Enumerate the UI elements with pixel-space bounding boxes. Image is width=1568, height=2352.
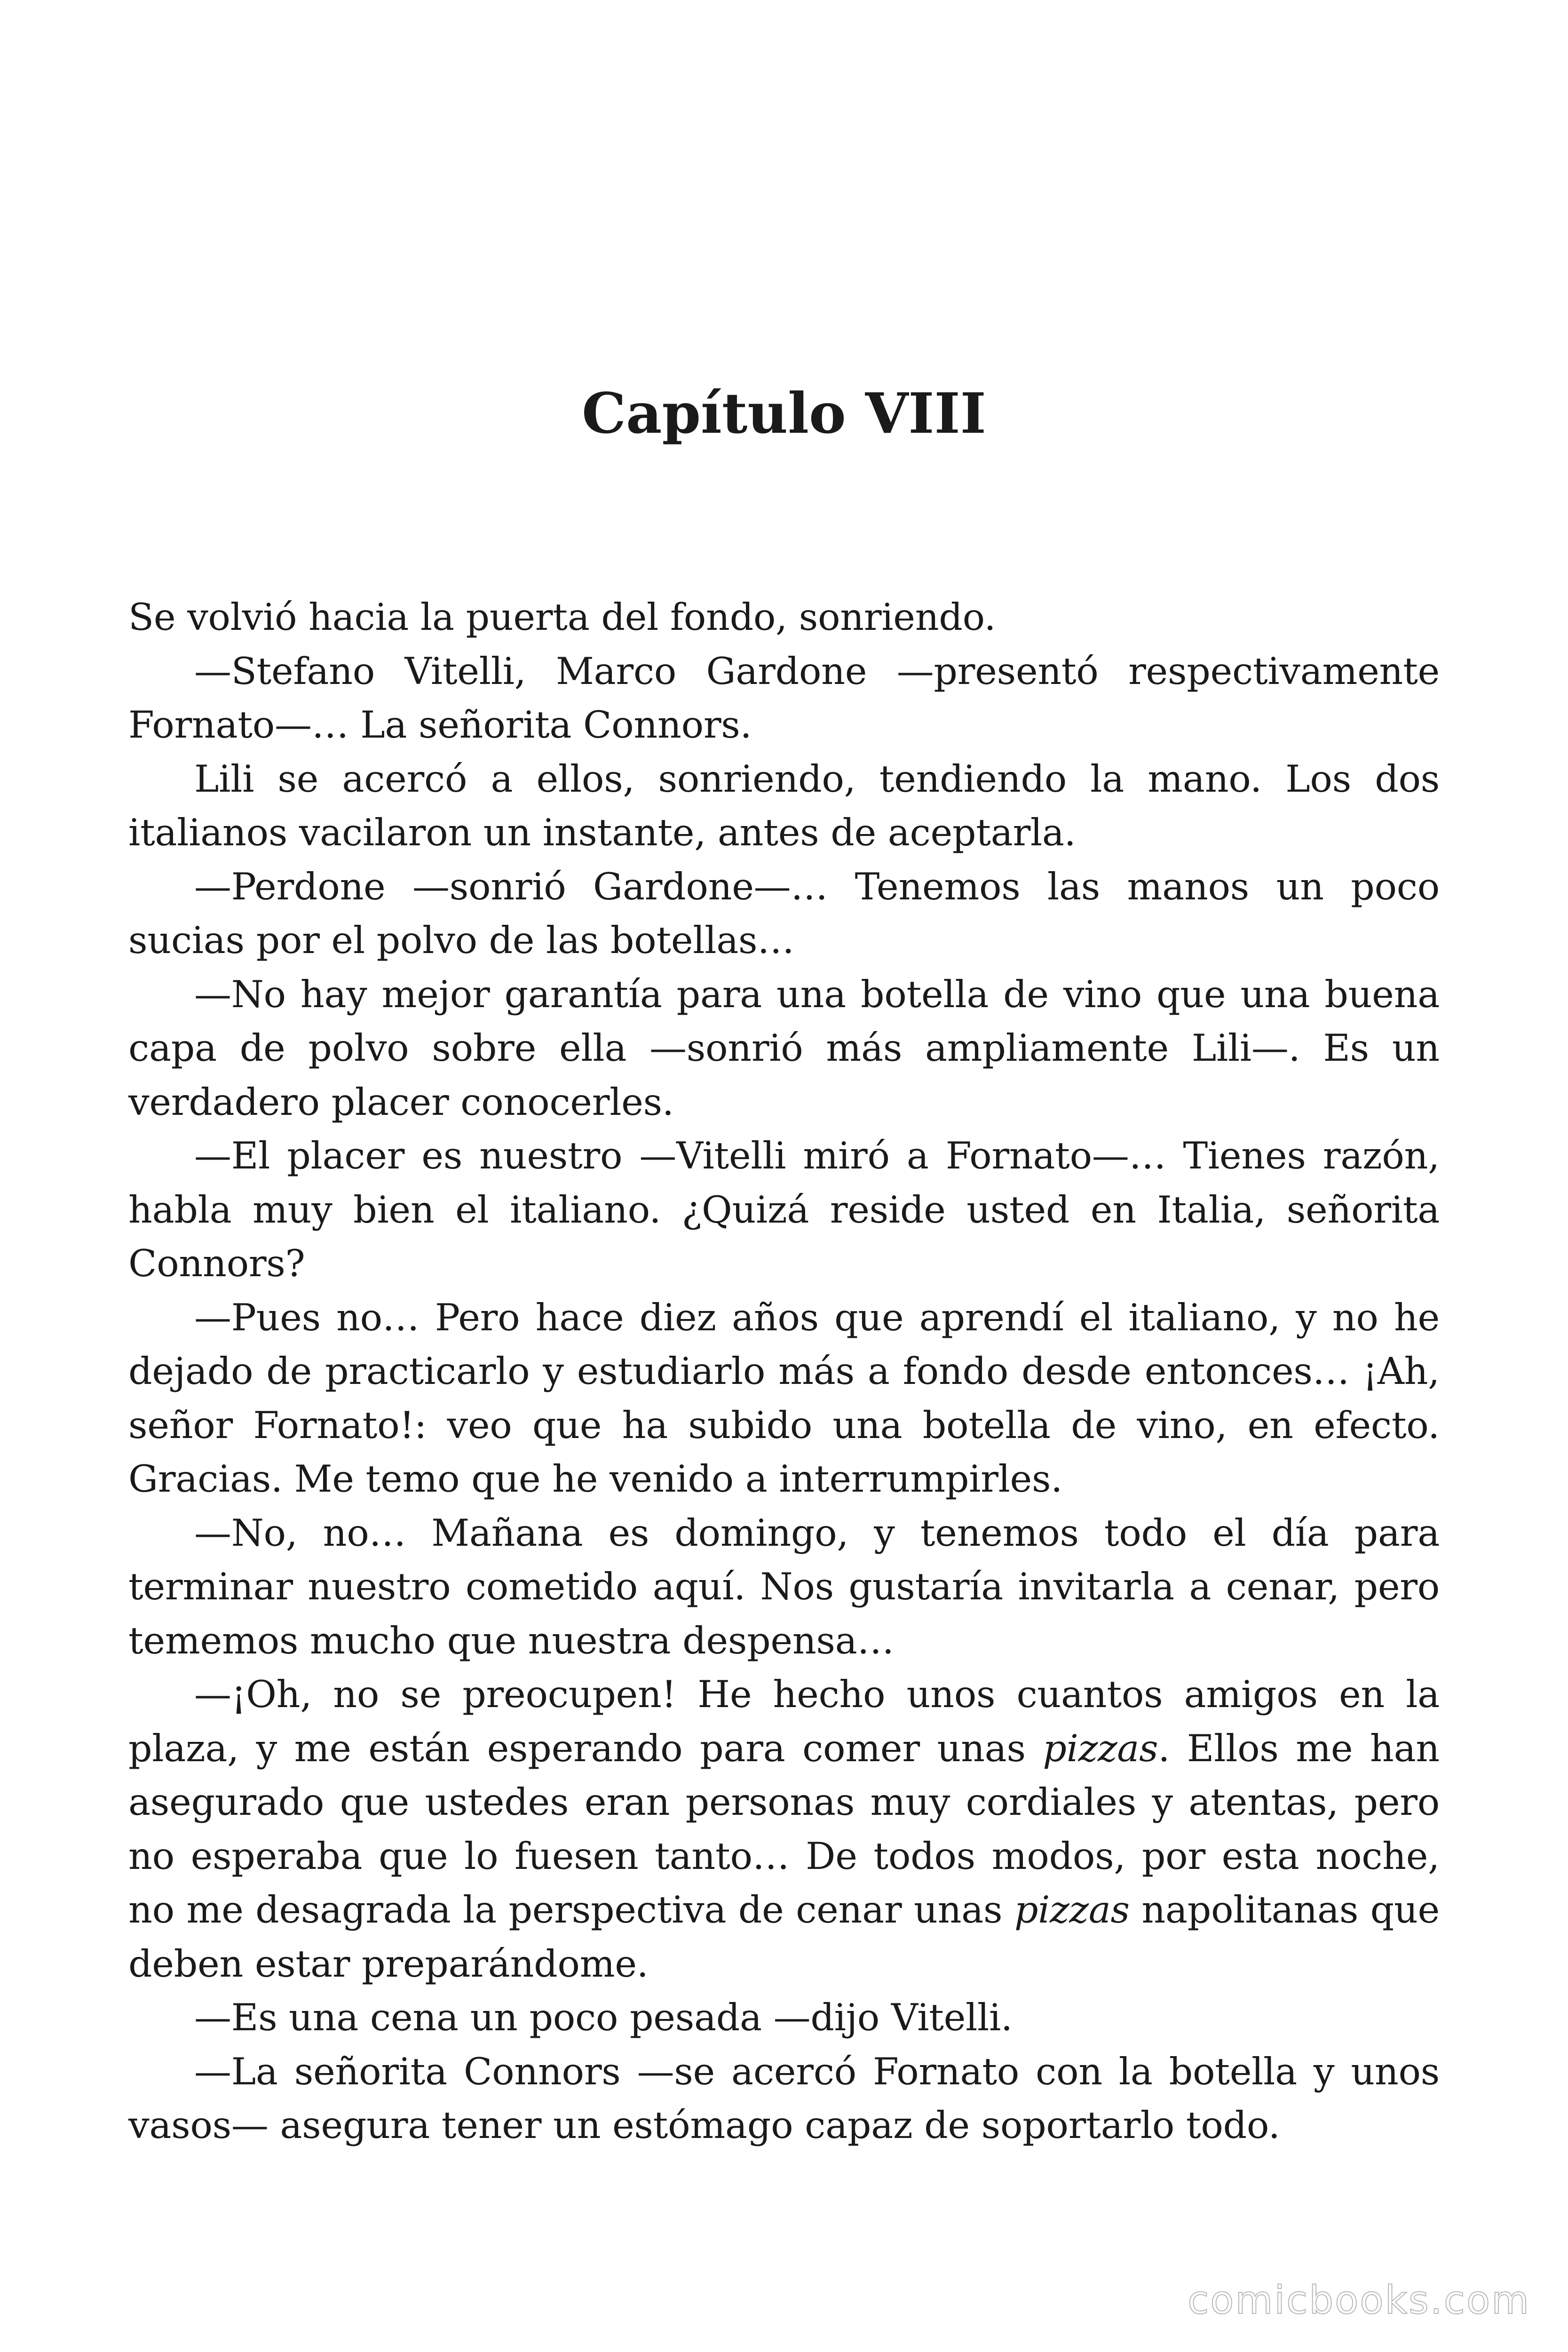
watermark: comicbooks.com: [1188, 2278, 1530, 2323]
paragraph: —La señorita Connors —se acercó Fornato con la botella y unos vasos— asegura tener un estómago capaz de soportarlo todo.: [128, 2050, 1440, 2147]
italic-word: pizzas: [1014, 1888, 1130, 1931]
paragraph-text: napolitanas que deben estar preparándome.: [128, 1888, 1440, 1986]
paragraph-text: —¡Oh, no se preocupen! He hecho unos cuantos amigos en la plaza, y me están esperando para comer unas: [128, 1673, 1440, 1770]
paragraph-text: . Ellos me han asegurado que ustedes eran personas muy cordiales y atentas, pero no esperaba que lo fuesen tanto… De todos modos, por esta noche, no me desagrada la perspectiva de cenar unas: [128, 1726, 1440, 1931]
paragraph: —No, no… Mañana es domingo, y tenemos todo el día para terminar nuestro cometido aquí. Nos gustaría invitarla a cenar, pero tememos mucho que nuestra despensa…: [128, 1511, 1440, 1662]
paragraph-with-italics: [128, 1668, 1440, 1991]
italic-word: pizzas: [1043, 1726, 1158, 1770]
paragraph: Se volvió hacia la puerta del fondo, sonriendo.: [128, 596, 996, 639]
chapter-body: [128, 590, 1440, 2153]
paragraph: —Perdone —sonrió Gardone—… Tenemos las manos un poco sucias por el polvo de las botellas…: [128, 865, 1440, 962]
paragraph: —Es una cena un poco pesada —dijo Vitelli.: [194, 1996, 1013, 2039]
paragraph: —Stefano Vitelli, Marco Gardone —presentó respectivamente Fornato—… La señorita Connors.: [128, 649, 1440, 747]
chapter-title: Capítulo VIII: [582, 381, 986, 446]
paragraph: —Pues no… Pero hace diez años que aprendí el italiano, y no he dejado de practicarlo y estudiarlo más a fondo desde entonces… ¡Ah, señor Fornato!: veo que ha subido una botella de vino, en efecto. Gracias. Me temo que he venido a interrumpirles.: [128, 1295, 1440, 1501]
paragraph: —No hay mejor garantía para una botella de vino que una buena capa de polvo sobre ella —sonrió más ampliamente Lili—. Es un verdadero placer conocerles.: [128, 972, 1440, 1124]
paragraph: —El placer es nuestro —Vitelli miró a Fornato—… Tienes razón, habla muy bien el italiano. ¿Quizá reside usted en Italia, señorita Connors?: [128, 1134, 1440, 1285]
paragraph: Lili se acercó a ellos, sonriendo, tendiendo la mano. Los dos italianos vacilaron un instante, antes de aceptarla.: [128, 757, 1440, 854]
